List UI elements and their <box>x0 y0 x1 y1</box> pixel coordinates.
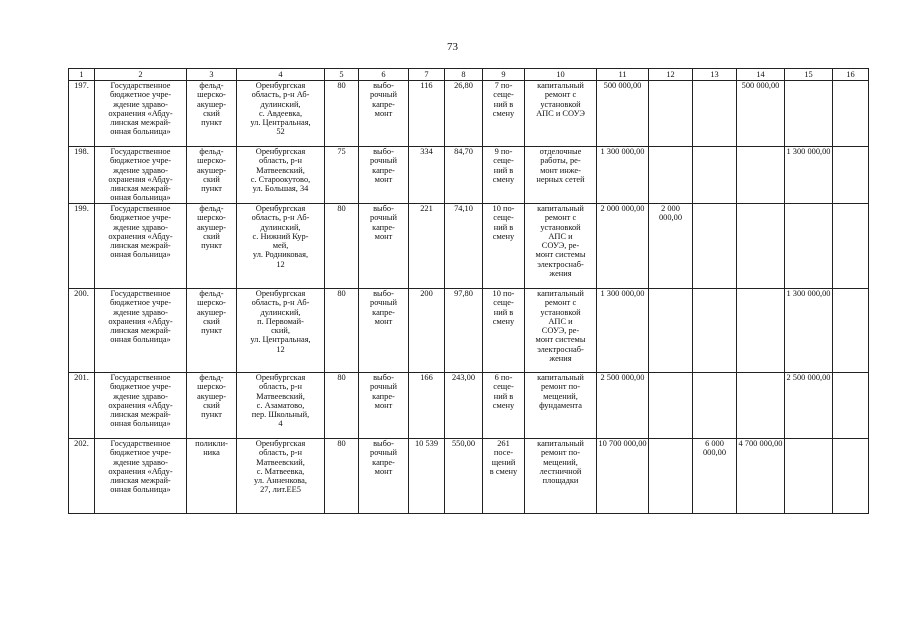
row-number: 202. <box>69 439 95 514</box>
cell-col6: выбо- рочный капре- монт <box>359 81 409 147</box>
cell-col9: 6 по- сеще- ний в смену <box>483 373 525 439</box>
amount-col16 <box>833 147 869 204</box>
amount-col12 <box>649 147 693 204</box>
cell-col8: 550,00 <box>445 439 483 514</box>
column-header: 6 <box>359 69 409 81</box>
column-header: 11 <box>597 69 649 81</box>
cell-col9: 9 по- сеще- ний в смену <box>483 147 525 204</box>
amount-col15: 2 500 000,00 <box>785 373 833 439</box>
amount-col14 <box>737 289 785 373</box>
cell-col8: 84,70 <box>445 147 483 204</box>
row-number: 200. <box>69 289 95 373</box>
cell-col6: выбо- рочный капре- монт <box>359 439 409 514</box>
column-header: 2 <box>95 69 187 81</box>
column-header: 12 <box>649 69 693 81</box>
cell-col8: 97,80 <box>445 289 483 373</box>
amount-col12 <box>649 289 693 373</box>
row-number: 198. <box>69 147 95 204</box>
cell-col9: 10 по- сеще- ний в смену <box>483 204 525 289</box>
cell-col5: 80 <box>325 81 359 147</box>
work-description-cell: капитальный ремонт с установкой АПС и СОУЭ, ре- монт системы электроснаб- жения <box>525 204 597 289</box>
cell-col5: 80 <box>325 439 359 514</box>
table-row <box>69 373 869 439</box>
cell-col8: 243,00 <box>445 373 483 439</box>
table-header-row <box>69 69 869 81</box>
table-row <box>69 147 869 204</box>
amount-col11: 2 000 000,00 <box>597 204 649 289</box>
amount-col15 <box>785 439 833 514</box>
column-header: 1 <box>69 69 95 81</box>
amount-col14 <box>737 204 785 289</box>
amount-col12: 2 000 000,00 <box>649 204 693 289</box>
amount-col15 <box>785 204 833 289</box>
amount-col13 <box>693 147 737 204</box>
amount-col13: 6 000 000,00 <box>693 439 737 514</box>
amount-col16 <box>833 289 869 373</box>
organization-cell: Государственное бюджетное учре- ждение здраво- охранения «Абду- линская межрай- онная больница» <box>95 147 187 204</box>
table-row <box>69 81 869 147</box>
work-description-cell: капитальный ремонт с установкой АПС и СОУЭ <box>525 81 597 147</box>
cell-col6: выбо- рочный капре- монт <box>359 289 409 373</box>
column-header: 10 <box>525 69 597 81</box>
organization-cell: Государственное бюджетное учре- ждение здраво- охранения «Абду- линская межрай- онная больница» <box>95 204 187 289</box>
work-description-cell: капитальный ремонт по- мещений, лестничной площадки <box>525 439 597 514</box>
row-number: 199. <box>69 204 95 289</box>
amount-col11: 2 500 000,00 <box>597 373 649 439</box>
cell-col6: выбо- рочный капре- монт <box>359 204 409 289</box>
cell-col5: 80 <box>325 289 359 373</box>
cell-col7: 334 <box>409 147 445 204</box>
amount-col13 <box>693 289 737 373</box>
facility-type-cell: фельд- шерско- акушер- ский пункт <box>187 81 237 147</box>
cell-col7: 116 <box>409 81 445 147</box>
facility-type-cell: поликли- ника <box>187 439 237 514</box>
column-header: 8 <box>445 69 483 81</box>
cell-col9: 261 посе- щений в смену <box>483 439 525 514</box>
address-cell: Оренбургская область, р-н Аб- дулинский, с. Авдеевка, ул. Центральная, 52 <box>237 81 325 147</box>
amount-col13 <box>693 81 737 147</box>
row-number: 197. <box>69 81 95 147</box>
cell-col7: 166 <box>409 373 445 439</box>
column-header: 15 <box>785 69 833 81</box>
amount-col11: 1 300 000,00 <box>597 147 649 204</box>
organization-cell: Государственное бюджетное учре- ждение здраво- охранения «Абду- линская межрай- онная больница» <box>95 81 187 147</box>
column-header: 4 <box>237 69 325 81</box>
amount-col14: 500 000,00 <box>737 81 785 147</box>
cell-col9: 7 по- сеще- ний в смену <box>483 81 525 147</box>
amount-col16 <box>833 81 869 147</box>
column-header: 14 <box>737 69 785 81</box>
facility-type-cell: фельд- шерско- акушер- ский пункт <box>187 147 237 204</box>
address-cell: Оренбургская область, р-н Матвеевский, с. Матвеевка, ул. Анненкова, 27, лит.ЕЕ5 <box>237 439 325 514</box>
cell-col6: выбо- рочный капре- монт <box>359 373 409 439</box>
organization-cell: Государственное бюджетное учре- ждение здраво- охранения «Абду- линская межрай- онная больница» <box>95 289 187 373</box>
amount-col16 <box>833 439 869 514</box>
amount-col12 <box>649 373 693 439</box>
amount-col12 <box>649 439 693 514</box>
cell-col9: 10 по- сеще- ний в смену <box>483 289 525 373</box>
amount-col13 <box>693 373 737 439</box>
facility-type-cell: фельд- шерско- акушер- ский пункт <box>187 373 237 439</box>
facility-type-cell: фельд- шерско- акушер- ский пункт <box>187 204 237 289</box>
cell-col7: 200 <box>409 289 445 373</box>
amount-col15 <box>785 81 833 147</box>
work-description-cell: капитальный ремонт с установкой АПС и СОУЭ, ре- монт системы электроснаб- жения <box>525 289 597 373</box>
column-header: 7 <box>409 69 445 81</box>
amount-col13 <box>693 204 737 289</box>
cell-col8: 26,80 <box>445 81 483 147</box>
facility-type-cell: фельд- шерско- акушер- ский пункт <box>187 289 237 373</box>
work-description-cell: капитальный ремонт по- мещений, фундамента <box>525 373 597 439</box>
organization-cell: Государственное бюджетное учре- ждение здраво- охранения «Абду- линская межрай- онная больница» <box>95 439 187 514</box>
table-row <box>69 439 869 514</box>
row-number: 201. <box>69 373 95 439</box>
address-cell: Оренбургская область, р-н Матвеевский, с. Азаматово, пер. Школьный, 4 <box>237 373 325 439</box>
address-cell: Оренбургская область, р-н Аб- дулинский, с. Нижний Кур- мей, ул. Родниковая, 12 <box>237 204 325 289</box>
address-cell: Оренбургская область, р-н Матвеевский, с. Староокутово, ул. Большая, 34 <box>237 147 325 204</box>
amount-col16 <box>833 373 869 439</box>
cell-col7: 221 <box>409 204 445 289</box>
amount-col16 <box>833 204 869 289</box>
amount-col12 <box>649 81 693 147</box>
cell-col5: 75 <box>325 147 359 204</box>
column-header: 3 <box>187 69 237 81</box>
column-header: 13 <box>693 69 737 81</box>
page-number: 73 <box>447 41 458 53</box>
organization-cell: Государственное бюджетное учре- ждение здраво- охранения «Абду- линская межрай- онная больница» <box>95 373 187 439</box>
column-header: 9 <box>483 69 525 81</box>
cell-col5: 80 <box>325 373 359 439</box>
amount-col15: 1 300 000,00 <box>785 147 833 204</box>
column-header: 5 <box>325 69 359 81</box>
amount-col11: 10 700 000,00 <box>597 439 649 514</box>
amount-col15: 1 300 000,00 <box>785 289 833 373</box>
amount-col14 <box>737 373 785 439</box>
amount-col14: 4 700 000,00 <box>737 439 785 514</box>
work-description-cell: отделочные работы, ре- монт инже- нерных сетей <box>525 147 597 204</box>
cell-col8: 74,10 <box>445 204 483 289</box>
column-header: 16 <box>833 69 869 81</box>
cell-col5: 80 <box>325 204 359 289</box>
address-cell: Оренбургская область, р-н Аб- дулинский, п. Первомай- ский, ул. Центральная, 12 <box>237 289 325 373</box>
table-row <box>69 289 869 373</box>
amount-col11: 1 300 000,00 <box>597 289 649 373</box>
amount-col14 <box>737 147 785 204</box>
cell-col6: выбо- рочный капре- монт <box>359 147 409 204</box>
facilities-table <box>68 68 869 514</box>
amount-col11: 500 000,00 <box>597 81 649 147</box>
cell-col7: 10 539 <box>409 439 445 514</box>
table-row <box>69 204 869 289</box>
